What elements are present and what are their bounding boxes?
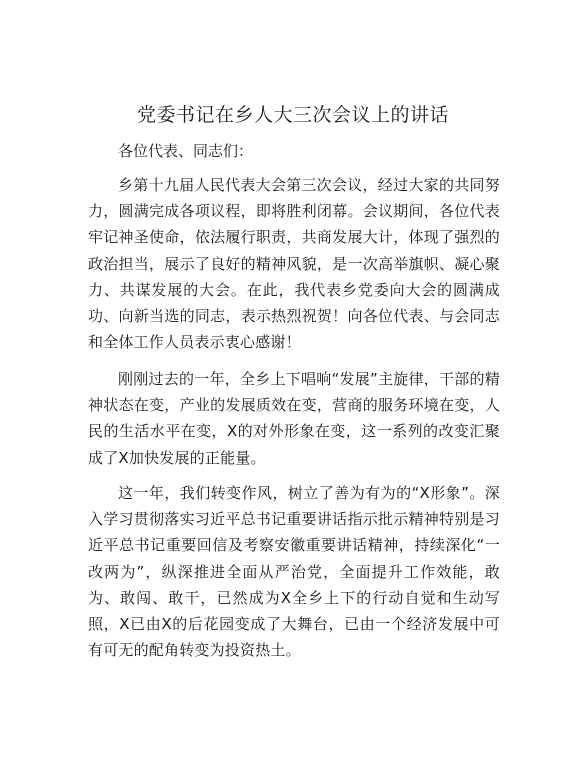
paragraph-2: 刚刚过去的一年，全乡上下唱响“发展”主旋律，干部的精神状态在变，产业的发展质效在变，营商的服务环境在变，人民的生活水平在变，X的对外形象在变，这一系列的改变汇聚成了X加快发展的正能量。 [88,370,500,467]
paragraph-1: 乡第十九届人民代表大会第三次会议，经过大家的共同努力，圆满完成各项议程，即将胜利闭幕。会议期间，各位代表牢记神圣使命，依法履行职责，共商发展大计，体现了强烈的政治担当，展示了良好的精神风貌，是一次高举旗帜、凝心聚力、共谋发展的大会。在此，我代表乡党委向大会的圆满成功、向新当选的同志，表示热烈祝贺！向各位代表、与会同志和全体工作人员表示衷心感谢！ [88,176,500,352]
salutation: 各位代表、同志们： [118,142,254,160]
paragraph-3: 这一年，我们转变作风，树立了善为有为的“X形象”。深入学习贯彻落实习近平总书记重要讲话指示批示精神特别是习近平总书记重要回信及考察安徽重要讲话精神，持续深化“一改两为”，纵深推进全面从严治党，全面提升工作效能，敢为、敢闯、敢干，已然成为X全乡上下的行动自觉和生动写照，X已由X的后花园变成了大舞台，已由一个经济发展中可有可无的配角转变为投资热土。 [88,484,500,660]
document-title: 党委书记在乡人大三次会议上的讲话 [136,104,449,126]
